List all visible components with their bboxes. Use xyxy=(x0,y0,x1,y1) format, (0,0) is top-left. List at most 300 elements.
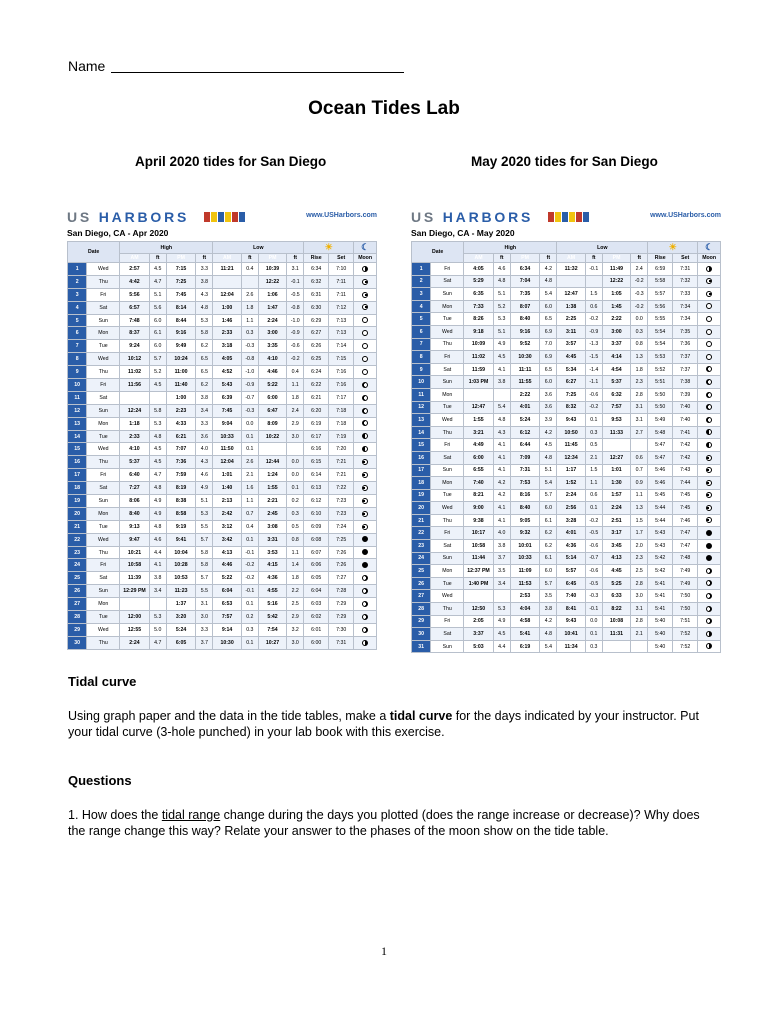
tide-cell: 7:32 xyxy=(673,275,698,288)
moon-phase-icon xyxy=(362,304,368,310)
moon-phase-icon xyxy=(362,459,368,465)
tide-cell: Wed xyxy=(431,502,464,515)
tide-cell: 6:33 xyxy=(602,590,630,603)
tide-cell: 7:23 xyxy=(329,507,354,520)
tide-cell: 5:34 xyxy=(557,363,585,376)
tide-cell: Mon xyxy=(87,327,120,340)
tide-cell: Sat xyxy=(87,301,120,314)
tide-cell: 6:14 xyxy=(304,469,329,482)
tide-cell: 11:56 xyxy=(120,379,150,392)
moon-phase-icon xyxy=(362,395,368,401)
moon-phase-cell xyxy=(698,300,721,313)
tide-cell: 4:55 xyxy=(258,585,286,598)
tide-cell: 4:04 xyxy=(510,603,540,616)
tide-cell: Thu xyxy=(431,514,464,527)
tide-cell: 11:23 xyxy=(166,585,196,598)
tide-cell: 11 xyxy=(412,388,431,401)
col-set-header: Set xyxy=(329,254,354,263)
tide-cell: 9:14 xyxy=(213,623,241,636)
tide-row xyxy=(68,495,377,508)
tide-row xyxy=(68,391,377,404)
tide-cell: 3.4 xyxy=(196,404,213,417)
tide-cell: 30 xyxy=(68,636,87,649)
tide-row xyxy=(412,540,721,553)
moon-phase-cell xyxy=(354,327,377,340)
tide-cell: 11 xyxy=(68,391,87,404)
flag-icon xyxy=(548,212,554,222)
tide-cell: 7:18 xyxy=(329,417,354,430)
tide-cell: 7:16 xyxy=(329,379,354,392)
moon-phase-icon xyxy=(706,467,712,473)
tide-cell: 5:50 xyxy=(648,388,673,401)
tide-cell: 8:38 xyxy=(166,495,196,508)
table-location: San Diego, CA - Apr 2020 xyxy=(67,228,169,238)
tide-cell: Sat xyxy=(431,275,464,288)
tide-cell: 2:51 xyxy=(602,514,630,527)
tide-cell: 4.4 xyxy=(149,546,166,559)
moon-phase-icon xyxy=(706,442,712,448)
tide-cell: 0.8 xyxy=(287,533,304,546)
tide-cell: 0.2 xyxy=(241,611,258,624)
moon-phase-icon xyxy=(706,505,712,511)
tide-cell: 4.1 xyxy=(493,451,510,464)
tide-row xyxy=(412,477,721,490)
tide-cell: 0.1 xyxy=(585,414,602,427)
moon-phase-cell xyxy=(698,313,721,326)
tide-cell: 4.6 xyxy=(493,263,510,276)
tide-cell: 0.1 xyxy=(585,628,602,641)
tide-cell: 4:13 xyxy=(213,546,241,559)
moon-phase-icon xyxy=(362,446,368,452)
moon-phase-icon xyxy=(706,455,712,461)
moon-phase-cell xyxy=(354,559,377,572)
moon-phase-cell xyxy=(354,482,377,495)
moon-phase-cell xyxy=(698,577,721,590)
tide-row xyxy=(68,379,377,392)
tide-cell: 6:09 xyxy=(304,520,329,533)
tide-cell: 4.8 xyxy=(540,628,557,641)
tide-cell: -0.6 xyxy=(585,388,602,401)
tide-cell: 1.1 xyxy=(241,495,258,508)
tide-cell: 2.1 xyxy=(585,451,602,464)
tide-cell: -0.9 xyxy=(287,327,304,340)
tide-cell: 1:00 xyxy=(166,391,196,404)
tide-cell: 4:05 xyxy=(213,353,241,366)
may-tide-table-panel xyxy=(411,209,721,653)
tide-cell: Thu xyxy=(87,546,120,559)
tide-cell: 9 xyxy=(68,366,87,379)
tide-cell: 1.7 xyxy=(631,527,648,540)
tide-cell: 4:54 xyxy=(602,363,630,376)
tide-cell: 7:37 xyxy=(673,363,698,376)
tide-cell xyxy=(493,590,510,603)
ushabors-logo xyxy=(411,209,533,225)
tide-cell: 23 xyxy=(412,540,431,553)
tide-cell: 4.9 xyxy=(493,338,510,351)
site-url: www.USHarbors.com xyxy=(650,212,721,219)
signal-flags-icon xyxy=(204,212,245,222)
tide-cell: 4.7 xyxy=(149,469,166,482)
tide-cell: 3.4 xyxy=(149,585,166,598)
tide-cell: 11:55 xyxy=(510,376,540,389)
tide-cell: 8:32 xyxy=(557,401,585,414)
sun-header xyxy=(648,242,698,254)
tide-cell: 5.2 xyxy=(493,300,510,313)
tide-cell: 4:46 xyxy=(213,559,241,572)
tide-cell: 6.2 xyxy=(540,540,557,553)
tide-cell: 13 xyxy=(412,414,431,427)
tide-cell: 2.3 xyxy=(631,376,648,389)
tide-cell: 4.8 xyxy=(149,520,166,533)
col-date-header: Date xyxy=(412,242,464,263)
tide-cell: 5:55 xyxy=(648,313,673,326)
tide-cell: 5:43 xyxy=(648,540,673,553)
tide-cell: 4.5 xyxy=(493,351,510,364)
col-set-header: Set xyxy=(673,254,698,263)
tide-cell: 7:40 xyxy=(673,414,698,427)
tide-row xyxy=(412,351,721,364)
tide-cell: 1.5 xyxy=(585,464,602,477)
tide-cell: 27 xyxy=(412,590,431,603)
tide-cell: 5:48 xyxy=(648,426,673,439)
moon-phase-icon xyxy=(362,343,368,349)
tide-cell: 3 xyxy=(412,288,431,301)
tide-cell: 4.1 xyxy=(493,502,510,515)
tide-cell: 3.8 xyxy=(540,603,557,616)
moon-phase-cell xyxy=(354,301,377,314)
tide-cell: 8 xyxy=(412,351,431,364)
tide-cell: 2.1 xyxy=(631,628,648,641)
tide-cell xyxy=(585,275,602,288)
tide-cell: 0.0 xyxy=(585,615,602,628)
tide-cell: 1:00 xyxy=(213,301,241,314)
tide-cell: 5:45 xyxy=(648,489,673,502)
moon-phase-icon xyxy=(706,492,712,498)
moon-phase-icon xyxy=(706,555,712,561)
tide-cell: 7:46 xyxy=(673,514,698,527)
tide-cell: 7:11 xyxy=(329,288,354,301)
tide-row xyxy=(68,430,377,443)
tide-cell: 2:24 xyxy=(258,314,286,327)
tide-cell: 5:22 xyxy=(258,379,286,392)
tide-cell: -0.2 xyxy=(631,275,648,288)
tide-cell: 6:10 xyxy=(304,507,329,520)
tide-cell: -0.6 xyxy=(585,565,602,578)
tide-cell: 10:01 xyxy=(510,540,540,553)
tide-cell: 3.6 xyxy=(540,388,557,401)
tide-cell: -0.2 xyxy=(241,572,258,585)
tide-cell xyxy=(493,388,510,401)
tide-cell: 2:33 xyxy=(120,430,150,443)
name-field xyxy=(68,58,404,74)
tide-cell: Sat xyxy=(87,391,120,404)
tide-cell: 3.5 xyxy=(493,565,510,578)
moon-phase-icon xyxy=(362,627,368,633)
moon-phase-cell xyxy=(698,388,721,401)
tide-cell: Wed xyxy=(87,263,120,276)
tide-cell: 6:57 xyxy=(120,301,150,314)
tide-row xyxy=(68,469,377,482)
tide-cell: 2:57 xyxy=(120,263,150,276)
tide-cell: 3:37 xyxy=(602,338,630,351)
tide-cell: 5.8 xyxy=(196,327,213,340)
tide-cell: 8:41 xyxy=(557,603,585,616)
tide-cell: 3:00 xyxy=(602,325,630,338)
tide-cell: 0.9 xyxy=(631,477,648,490)
tide-cell: -0.1 xyxy=(287,275,304,288)
tide-row xyxy=(412,514,721,527)
tide-cell: 6:59 xyxy=(648,263,673,276)
tide-cell: 0.1 xyxy=(241,443,258,456)
tide-cell xyxy=(258,443,286,456)
tide-cell: 1:52 xyxy=(557,477,585,490)
moon-phase-icon xyxy=(706,404,712,410)
tide-cell: 5:51 xyxy=(648,376,673,389)
tide-cell: 0.3 xyxy=(585,426,602,439)
tide-cell: 4.3 xyxy=(493,426,510,439)
tide-cell: 1.6 xyxy=(241,482,258,495)
tide-cell: 4.2 xyxy=(493,489,510,502)
tide-cell: 8:58 xyxy=(166,507,196,520)
tide-cell: 3.0 xyxy=(287,636,304,649)
tide-cell: 3.8 xyxy=(493,376,510,389)
tide-cell: 7:51 xyxy=(673,615,698,628)
tide-cell: 5.8 xyxy=(196,546,213,559)
tide-cell: 12 xyxy=(68,404,87,417)
tide-cell: 8:21 xyxy=(464,489,494,502)
tide-cell: 5:46 xyxy=(648,464,673,477)
tide-cell: Mon xyxy=(87,598,120,611)
tide-cell: 7:20 xyxy=(329,443,354,456)
tide-cell: 7:49 xyxy=(673,565,698,578)
moon-phase-icon xyxy=(362,472,368,478)
tide-cell: 6:15 xyxy=(304,456,329,469)
tide-cell: 10:08 xyxy=(602,615,630,628)
tide-cell: 7:23 xyxy=(329,495,354,508)
tide-cell: 6:21 xyxy=(304,391,329,404)
moon-phase-cell xyxy=(354,572,377,585)
tide-cell: 1.1 xyxy=(585,477,602,490)
tide-cell: Thu xyxy=(87,275,120,288)
tide-cell: 4:05 xyxy=(464,263,494,276)
tide-cell: Thu xyxy=(431,603,464,616)
moon-phase-cell xyxy=(698,565,721,578)
tide-cell: 4:14 xyxy=(602,351,630,364)
tide-cell: -1.5 xyxy=(585,351,602,364)
tide-cell: Tue xyxy=(431,577,464,590)
tide-cell: 4:42 xyxy=(120,275,150,288)
tide-cell: 5:29 xyxy=(464,275,494,288)
tide-cell: 9:04 xyxy=(213,417,241,430)
tide-cell: 15 xyxy=(412,439,431,452)
tide-row xyxy=(412,414,721,427)
tide-cell: 10:12 xyxy=(120,353,150,366)
tide-cell: 12:47 xyxy=(557,288,585,301)
moon-phase-cell xyxy=(354,379,377,392)
moon-phase-icon xyxy=(362,266,368,272)
tide-cell: 4:13 xyxy=(602,552,630,565)
tide-cell: 4.9 xyxy=(493,615,510,628)
tide-cell: 6:26 xyxy=(304,340,329,353)
tide-cell: 18 xyxy=(68,482,87,495)
tide-cell: -0.5 xyxy=(287,288,304,301)
tide-cell: 5.5 xyxy=(196,585,213,598)
crescent-moon-icon: ☾ xyxy=(705,242,714,252)
tide-cell: 0.4 xyxy=(241,263,258,276)
tide-cell: 2:42 xyxy=(213,507,241,520)
moon-phase-icon xyxy=(706,366,712,372)
tide-cell: 9:18 xyxy=(464,325,494,338)
tide-cell: 24 xyxy=(412,552,431,565)
tide-cell: 6:17 xyxy=(304,430,329,443)
tide-cell: 1.5 xyxy=(585,288,602,301)
tide-cell: 11:45 xyxy=(557,439,585,452)
tide-cell: 12:00 xyxy=(120,611,150,624)
moon-phase-icon xyxy=(362,279,368,285)
tide-cell: 7:48 xyxy=(120,314,150,327)
tide-cell: 10:30 xyxy=(510,351,540,364)
tide-cell: 6:05 xyxy=(166,636,196,649)
tide-row xyxy=(412,628,721,641)
tide-cell: 1.1 xyxy=(287,546,304,559)
tide-cell: 5.8 xyxy=(149,404,166,417)
tide-cell: 5.4 xyxy=(540,477,557,490)
tide-cell: 3.1 xyxy=(631,414,648,427)
tide-cell: 5.1 xyxy=(493,288,510,301)
tide-cell: 26 xyxy=(68,585,87,598)
moon-phase-cell xyxy=(354,520,377,533)
moon-phase-icon xyxy=(706,606,712,612)
tide-row xyxy=(412,615,721,628)
tide-cell: 4:46 xyxy=(258,366,286,379)
tide-cell: 22 xyxy=(412,527,431,540)
tide-cell: 14 xyxy=(68,430,87,443)
tide-cell: 9:38 xyxy=(464,514,494,527)
tide-row xyxy=(412,451,721,464)
tide-cell: 6:24 xyxy=(304,366,329,379)
tide-cell: 4.6 xyxy=(149,533,166,546)
moon-phase-cell xyxy=(354,404,377,417)
tide-cell: 1 xyxy=(68,263,87,276)
tide-cell: 13 xyxy=(68,417,87,430)
moon-phase-cell xyxy=(698,263,721,276)
tide-cell: 0.1 xyxy=(241,533,258,546)
tide-cell: 9:16 xyxy=(510,325,540,338)
tide-row xyxy=(68,366,377,379)
tide-cell: Fri xyxy=(431,439,464,452)
tide-cell: Tue xyxy=(431,489,464,502)
questions-heading: Questions xyxy=(68,773,132,788)
tide-cell: 4.8 xyxy=(540,275,557,288)
sun-icon: ☀ xyxy=(324,242,333,252)
tide-cell: 7:07 xyxy=(166,443,196,456)
tide-cell: 4.2 xyxy=(540,615,557,628)
tide-cell: 16 xyxy=(412,451,431,464)
moon-phase-cell xyxy=(354,456,377,469)
tide-row xyxy=(68,533,377,546)
tide-cell: 7:26 xyxy=(329,546,354,559)
tide-cell: 15 xyxy=(68,443,87,456)
brand-bar xyxy=(411,209,721,225)
tide-cell: 7:33 xyxy=(464,300,494,313)
tide-cell: 7:27 xyxy=(329,572,354,585)
tide-cell: Wed xyxy=(87,623,120,636)
moon-phase-icon xyxy=(706,417,712,423)
tide-cell: 9:43 xyxy=(557,414,585,427)
tide-cell: 3:00 xyxy=(258,327,286,340)
tide-cell: -0.8 xyxy=(241,353,258,366)
tide-cell: 1:55 xyxy=(464,414,494,427)
tide-cell: 2.6 xyxy=(241,456,258,469)
tide-cell xyxy=(287,443,304,456)
moon-phase-icon xyxy=(706,530,712,536)
tide-row xyxy=(412,288,721,301)
moon-phase-icon xyxy=(706,429,712,435)
tide-cell: 8 xyxy=(68,353,87,366)
tide-cell: 5.1 xyxy=(196,495,213,508)
col-ft-header: ft xyxy=(493,254,510,263)
tide-cell: 1:05 xyxy=(602,288,630,301)
col-ft-header: ft xyxy=(287,254,304,263)
moon-phase-icon xyxy=(362,317,368,323)
tide-cell: 3.3 xyxy=(196,417,213,430)
tide-cell: 1:03 PM xyxy=(464,376,494,389)
tide-cell: 8:07 xyxy=(510,300,540,313)
tide-cell: 3:53 xyxy=(258,546,286,559)
tide-cell: 3:37 xyxy=(464,628,494,641)
tide-cell: 10:24 xyxy=(166,353,196,366)
tide-cell: 2:24 xyxy=(557,489,585,502)
tide-cell: 7:52 xyxy=(673,640,698,653)
tide-cell: 8:19 xyxy=(166,482,196,495)
tide-cell: Tue xyxy=(87,611,120,624)
tide-cell: 6:04 xyxy=(304,585,329,598)
tide-cell: 8:40 xyxy=(510,502,540,515)
tide-row xyxy=(68,520,377,533)
tide-cell: 7:39 xyxy=(673,388,698,401)
col-ft-header: ft xyxy=(585,254,602,263)
tide-cell: 2 xyxy=(68,275,87,288)
tide-cell: Tue xyxy=(87,520,120,533)
tide-row xyxy=(68,404,377,417)
moon-phase-cell xyxy=(698,414,721,427)
tide-cell: 2.5 xyxy=(631,565,648,578)
tide-cell: 4.3 xyxy=(196,288,213,301)
tide-row xyxy=(412,590,721,603)
tide-cell: 4:58 xyxy=(510,615,540,628)
tide-cell: 5.0 xyxy=(149,623,166,636)
tide-cell: 7:45 xyxy=(673,502,698,515)
table-location: San Diego, CA - May 2020 xyxy=(411,228,515,238)
tide-cell: 1:45 xyxy=(602,300,630,313)
tide-cell: 6.5 xyxy=(540,313,557,326)
tide-cell: 7:19 xyxy=(329,430,354,443)
tide-cell: 6:34 xyxy=(304,263,329,276)
tide-cell: Fri xyxy=(431,527,464,540)
tide-cell: -0.7 xyxy=(241,391,258,404)
tide-cell: 18 xyxy=(412,477,431,490)
tide-cell: 6:06 xyxy=(304,559,329,572)
tide-cell: 11:02 xyxy=(120,366,150,379)
moon-phase-icon xyxy=(362,588,368,594)
sun-icon: ☀ xyxy=(668,242,677,252)
tide-cell: Sun xyxy=(87,495,120,508)
logo-us: US xyxy=(67,209,93,225)
tide-cell: 30 xyxy=(412,628,431,641)
tide-cell: 5:40 xyxy=(648,615,673,628)
tide-cell: Mon xyxy=(431,388,464,401)
tide-cell: 0.3 xyxy=(241,623,258,636)
